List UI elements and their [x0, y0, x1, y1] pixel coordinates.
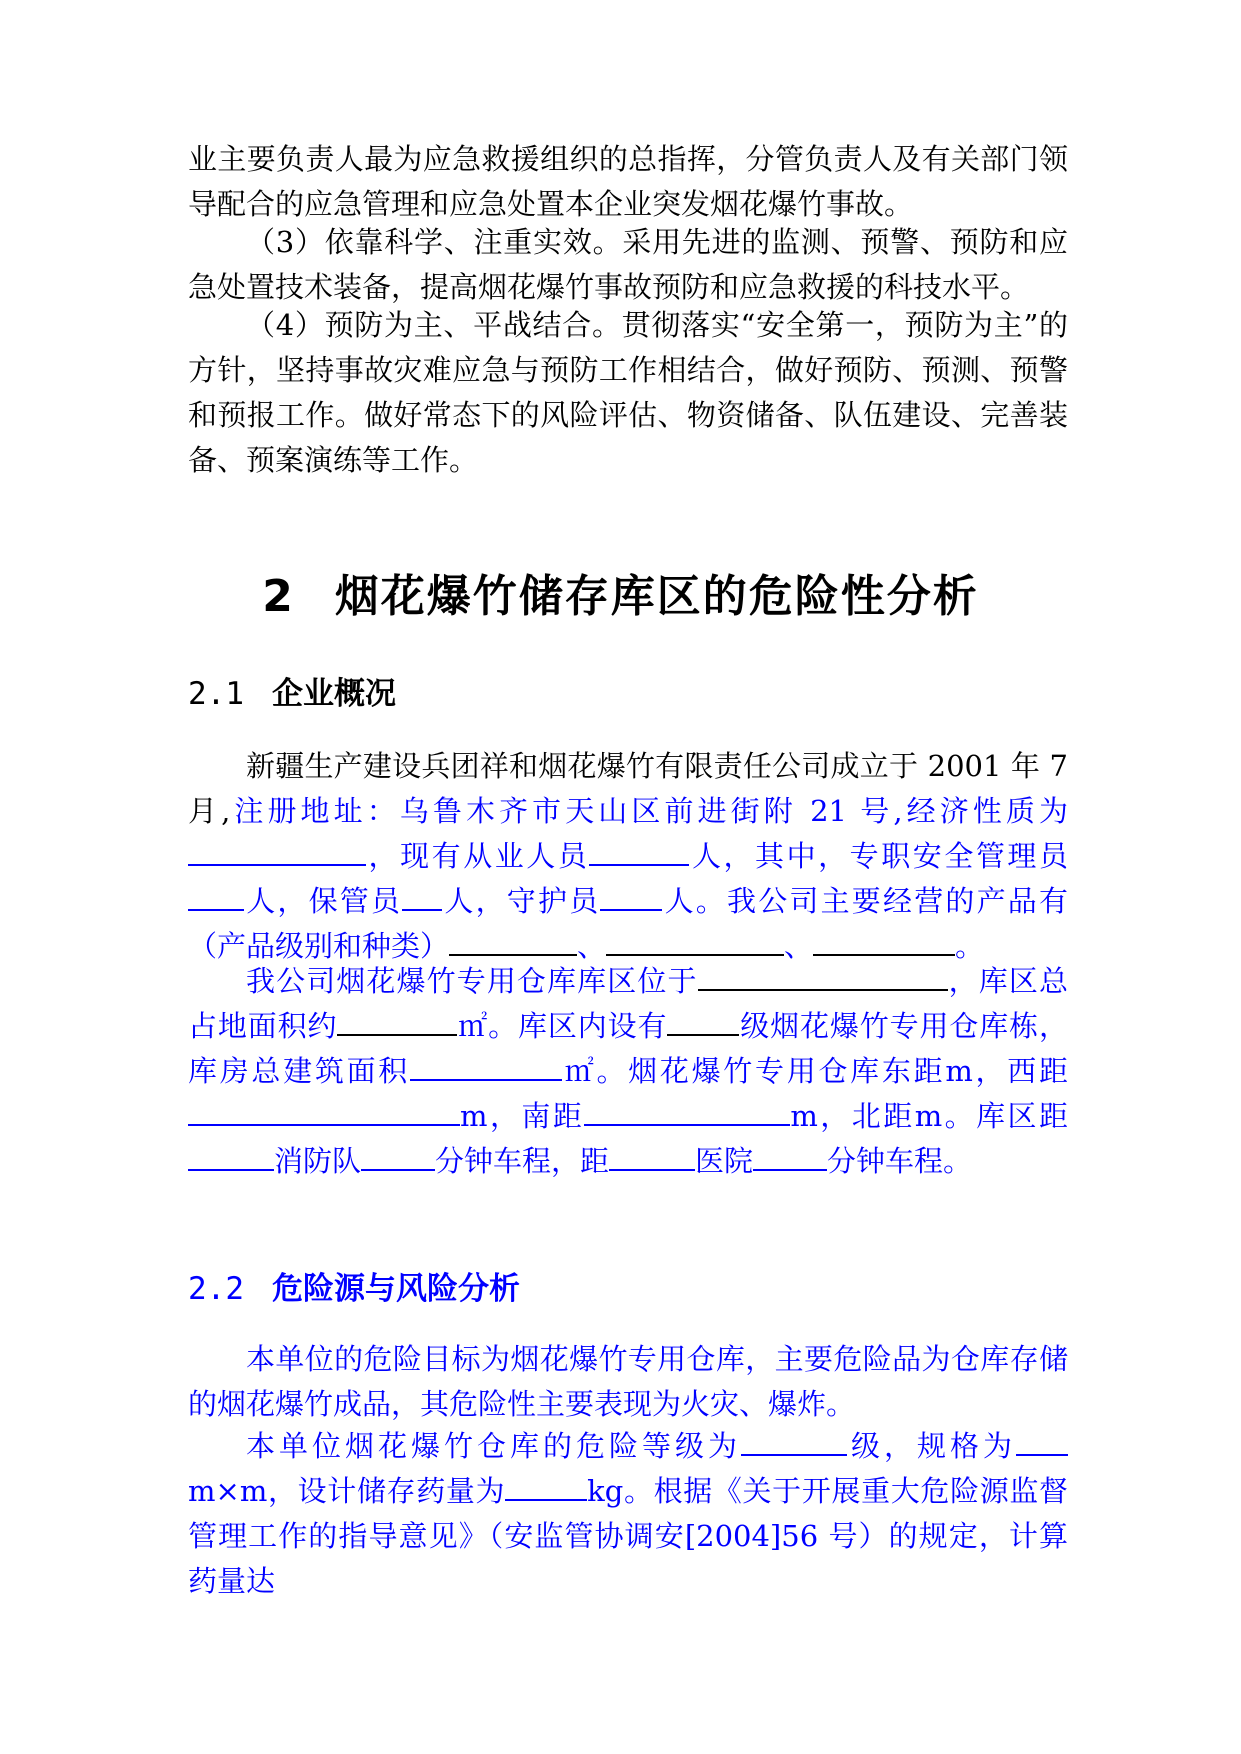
hazard-target-paragraph: 本单位的危险目标为烟花爆竹专用仓库，主要危险品为仓库存储的烟花爆竹成品，其危险性主要表现为火灾、爆炸。 — [188, 1342, 1068, 1421]
chapter-number: 2 — [262, 571, 295, 622]
blank-fire-minutes[interactable] — [361, 1145, 435, 1171]
blank-hazard-grade[interactable] — [741, 1430, 847, 1456]
blank-hospital-minutes[interactable] — [753, 1145, 827, 1171]
location-text: 栋，库房总建筑面积 — [188, 1009, 1068, 1088]
hazard-grade-paragraph — [188, 1424, 1068, 1604]
overview-text: 人，保管员 — [244, 884, 403, 918]
blank-fire-station[interactable] — [188, 1145, 274, 1171]
chapter-title: 烟花爆竹储存库区的危险性分析 — [334, 571, 979, 622]
overview-text: 人，其中，专职安全管理员 — [689, 839, 1068, 873]
overview-address-text: 注册地址：乌鲁木齐市天山区前进街附 21 号,经济性质为 — [230, 794, 1069, 828]
location-text: 分钟车程，距 — [435, 1144, 610, 1178]
location-text: 医院 — [695, 1144, 754, 1178]
location-text: 消防队 — [274, 1144, 362, 1178]
intro-paragraph-3: （4）预防为主、平战结合。贯彻落实“安全第一，预防为主”的方针，坚持事故灾难应急与预防工作相结合，做好预防、预测、预警和预报工作。做好常态下的风险评估、物资储备、队伍建设、完善装备、预案演练等工作。 — [188, 308, 1068, 477]
location-text: ㎡。烟花爆竹专用仓库东距 — [562, 1054, 946, 1088]
blank-west-distance[interactable] — [188, 1100, 460, 1126]
blank-warehouse-grade[interactable] — [667, 1010, 739, 1036]
section-heading-2-2 — [188, 1263, 520, 1308]
section-title: 危险源与风险分析 — [272, 1271, 520, 1307]
location-text: m，西距 — [945, 1054, 1068, 1088]
section-number: 2.2 — [188, 1271, 244, 1307]
warehouse-location-paragraph — [188, 959, 1068, 1184]
location-text: m。库区距 — [914, 1099, 1069, 1133]
blank-design-charge[interactable] — [505, 1475, 587, 1501]
blank-product-1[interactable] — [449, 930, 577, 956]
overview-founding-text: 新疆生产建设兵团祥和烟花爆竹有限责任公司成立于 2001 年 7 月, — [188, 749, 1068, 828]
blank-product-3[interactable] — [813, 930, 955, 956]
location-text: 级烟花爆竹专用仓库 — [739, 1009, 1010, 1043]
blank-building-area[interactable] — [410, 1055, 562, 1081]
blank-custodians[interactable] — [402, 885, 442, 911]
blank-employees[interactable] — [589, 840, 689, 866]
blank-south-distance[interactable] — [584, 1100, 790, 1126]
location-text: ，库区总占地面积约 — [188, 964, 1068, 1043]
overview-text: ，现有从业人员 — [366, 839, 590, 873]
location-text: 分钟车程。 — [827, 1144, 973, 1178]
overview-text: 、 — [784, 929, 814, 963]
blank-warehouse-location[interactable] — [698, 965, 948, 991]
intro-paragraph-2: （3）依靠科学、注重实效。采用先进的监测、预警、预防和应急处置技术装备，提高烟花爆竹事故预防和应急救援的科技水平。 — [188, 225, 1068, 304]
overview-text: 。 — [955, 929, 985, 963]
location-text: m，北距 — [790, 1099, 915, 1133]
blank-product-2[interactable] — [606, 930, 784, 956]
blank-guards[interactable] — [600, 885, 662, 911]
overview-text: 、 — [577, 929, 607, 963]
hazard-text: 级，规格为 — [846, 1429, 1016, 1463]
blank-economic-nature[interactable] — [188, 840, 366, 866]
blank-spec-length[interactable] — [1016, 1430, 1068, 1456]
hazard-text: m× — [188, 1474, 240, 1508]
section-title: 企业概况 — [272, 676, 396, 712]
hazard-text: kg。根据《关于开展重大危险源监督管理工作的指导意见》（安监管协调安[2004]56 号）的规定，计算药量达 — [188, 1474, 1069, 1598]
section-heading-2-1 — [188, 668, 396, 713]
location-text: ㎡。库区内设有 — [457, 1009, 668, 1043]
location-text: m，南距 — [460, 1099, 585, 1133]
blank-hospital[interactable] — [609, 1145, 695, 1171]
blank-safety-managers[interactable] — [188, 885, 244, 911]
overview-text: 人。我公司主要经营的产品有（产品级别和种类） — [188, 884, 1068, 963]
hazard-text: 本单位烟花爆竹仓库的危险等级为 — [246, 1429, 741, 1463]
company-overview-paragraph — [188, 744, 1068, 969]
section-number: 2.1 — [188, 676, 244, 712]
intro-paragraph-1: 业主要负责人最为应急救援组织的总指挥，分管负责人及有关部门领导配合的应急管理和应急处置本企业突发烟花爆竹事故。 — [188, 142, 1068, 221]
overview-text: 人，守护员 — [442, 884, 601, 918]
location-text: 我公司烟花爆竹专用仓库库区位于 — [246, 964, 698, 998]
blank-total-area[interactable] — [337, 1010, 457, 1036]
chapter-heading — [0, 560, 1241, 624]
hazard-text: m，设计储存药量为 — [239, 1474, 506, 1508]
